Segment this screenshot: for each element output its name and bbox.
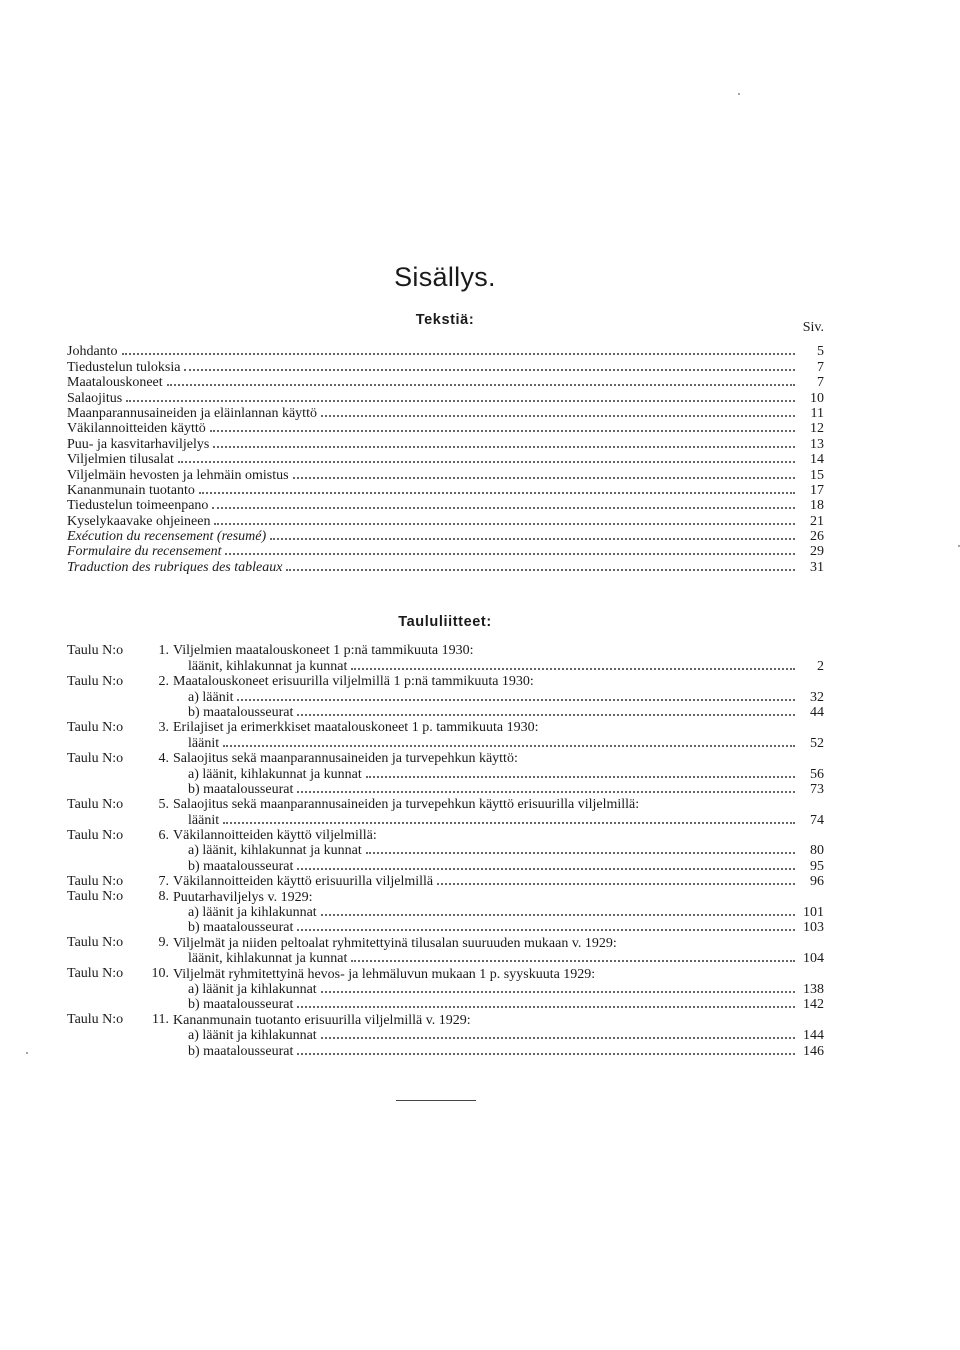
toc-entry-label: Kananmunain tuotanto — [67, 482, 195, 498]
table-subentry-page: 56 — [810, 766, 824, 782]
text-contents-list — [67, 344, 824, 575]
toc-entry — [67, 344, 824, 359]
table-subentry — [188, 782, 824, 797]
table-label — [67, 674, 169, 689]
table-subentry-label: b) maatalousseurat — [188, 704, 294, 720]
toc-entry — [67, 467, 824, 482]
table-subentry-label: b) maatalousseurat — [188, 781, 294, 797]
table-title: Viljelmien maatalouskoneet 1 p:nä tammikuuta 1930: — [173, 643, 474, 659]
table-subentry-page: 144 — [803, 1028, 824, 1044]
toc-entry-label: Maanparannusaineiden ja eläinlannan käyttö — [67, 405, 317, 421]
dot-leader — [286, 569, 795, 571]
table-subentry-page: 101 — [803, 905, 824, 921]
dot-leader — [321, 914, 795, 916]
table-subentry-label: läänit — [188, 735, 220, 751]
toc-entry — [67, 513, 824, 528]
table-title: Salaojitus sekä maanparannusaineiden ja turvepehkun käyttö erisuurilla viljelmillä: — [173, 797, 640, 813]
toc-entry-label: Formulaire du recensement — [67, 544, 222, 560]
table-entry — [67, 674, 824, 720]
table-number: 6. — [158, 827, 169, 843]
toc-entry-label: Traduction des rubriques des tableaux — [67, 559, 283, 575]
table-subentry-page: 73 — [810, 781, 824, 797]
table-subentry-page: 52 — [810, 735, 824, 751]
table-subentry — [188, 812, 824, 827]
table-subentry — [188, 982, 824, 997]
table-label-text: Taulu N:o — [67, 796, 124, 812]
toc-entry-page: 13 — [810, 436, 824, 452]
table-subentry — [188, 920, 824, 935]
table-heading-line — [173, 874, 824, 889]
dot-leader — [199, 492, 795, 494]
tables-contents-list — [67, 643, 824, 1059]
dot-leader — [321, 991, 795, 993]
toc-entry — [67, 483, 824, 498]
table-subentry-page: 142 — [803, 997, 824, 1013]
table-label-text: Taulu N:o — [67, 889, 124, 905]
toc-entry-page: 10 — [810, 390, 824, 406]
toc-entry — [67, 498, 824, 513]
table-subentry-label: läänit, kihlakunnat ja kunnat — [188, 658, 348, 674]
table-subentry-label: b) maatalousseurat — [188, 997, 294, 1013]
table-number: 8. — [158, 889, 169, 905]
table-subentry-label: b) maatalousseurat — [188, 1043, 294, 1059]
table-subentry-page: 74 — [810, 812, 824, 828]
toc-entry-label: Salaojitus — [67, 390, 123, 406]
table-number: 7. — [158, 873, 169, 889]
toc-entry-label: Maatalouskoneet — [67, 375, 163, 391]
dot-leader — [297, 791, 795, 793]
dot-leader — [223, 822, 795, 824]
table-label — [67, 751, 169, 766]
scan-speck — [26, 1052, 28, 1054]
table-subentry — [188, 997, 824, 1012]
table-entry — [67, 751, 824, 797]
dot-leader — [223, 745, 795, 747]
scan-speck — [738, 93, 740, 95]
table-number: 11. — [152, 1012, 169, 1028]
toc-entry-page: 7 — [817, 375, 824, 391]
dot-leader — [321, 415, 795, 417]
table-number: 5. — [158, 796, 169, 812]
dot-leader — [214, 523, 795, 525]
table-subentry-label: läänit, kihlakunnat ja kunnat — [188, 951, 348, 967]
table-number: 10. — [151, 966, 169, 982]
table-subentry-page: 138 — [803, 981, 824, 997]
toc-entry-page: 29 — [810, 544, 824, 560]
table-label — [67, 720, 169, 735]
table-label — [67, 643, 169, 658]
toc-entry-page: 11 — [810, 405, 824, 421]
dot-leader — [270, 538, 795, 540]
table-entry — [67, 828, 824, 874]
toc-entry — [67, 544, 824, 559]
table-heading-line — [173, 797, 824, 812]
table-label-text: Taulu N:o — [67, 719, 124, 735]
table-heading-line — [173, 751, 824, 766]
table-subentry — [188, 689, 824, 704]
table-entry — [67, 1012, 824, 1058]
table-subentry-page: 2 — [817, 658, 824, 674]
table-label-text: Taulu N:o — [67, 873, 124, 889]
table-heading-line — [173, 1012, 824, 1027]
table-number: 2. — [158, 673, 169, 689]
table-subentry-label: a) läänit ja kihlakunnat — [188, 905, 317, 921]
table-label-text: Taulu N:o — [67, 673, 124, 689]
table-number: 9. — [158, 935, 169, 951]
page-column-heading: Siv. — [802, 320, 824, 335]
dot-leader — [437, 883, 795, 885]
toc-entry — [67, 436, 824, 451]
table-heading-line — [173, 966, 824, 981]
dot-leader — [297, 1053, 795, 1055]
table-title: Kananmunain tuotanto erisuurilla viljelmillä v. 1929: — [173, 1012, 471, 1028]
table-entry — [67, 643, 824, 674]
table-title: Viljelmät ja niiden peltoalat ryhmitettyinä tilusalan suuruuden mukaan v. 1929: — [173, 935, 617, 951]
table-heading-line — [173, 643, 824, 658]
table-label-text: Taulu N:o — [67, 643, 124, 658]
table-subentry-label: a) läänit ja kihlakunnat — [188, 981, 317, 997]
table-number: 1. — [158, 643, 169, 658]
dot-leader — [178, 461, 795, 463]
toc-entry-page: 15 — [810, 467, 824, 483]
dot-leader — [126, 400, 795, 402]
table-subentry-label: a) läänit, kihlakunnat ja kunnat — [188, 843, 362, 859]
table-subentry-page: 95 — [810, 858, 824, 874]
dot-leader — [366, 852, 795, 854]
dot-leader — [297, 929, 795, 931]
table-entry — [67, 935, 824, 966]
table-label — [67, 874, 169, 889]
table-title: Salaojitus sekä maanparannusaineiden ja turvepehkun käyttö: — [173, 751, 518, 767]
toc-entry-page: 17 — [810, 482, 824, 498]
dot-leader — [321, 1037, 795, 1039]
table-subentry — [188, 905, 824, 920]
toc-entry-label: Johdanto — [67, 344, 118, 360]
table-label-text: Taulu N:o — [67, 966, 124, 982]
table-subentry-page: 80 — [810, 843, 824, 859]
toc-entry-label: Väkilannoitteiden käyttö — [67, 421, 206, 437]
dot-leader — [212, 507, 795, 509]
table-subentry-label: a) läänit ja kihlakunnat — [188, 1028, 317, 1044]
table-subentry — [188, 858, 824, 873]
toc-entry — [67, 406, 824, 421]
table-entry — [67, 966, 824, 1012]
dot-leader — [297, 868, 795, 870]
table-label-text: Taulu N:o — [67, 750, 124, 766]
toc-entry-label: Kyselykaavake ohjeineen — [67, 513, 211, 529]
table-heading-line — [173, 720, 824, 735]
toc-entry — [67, 375, 824, 390]
table-entry — [67, 874, 824, 889]
dot-leader — [293, 477, 795, 479]
table-title: Puutarhaviljelys v. 1929: — [173, 889, 313, 905]
table-subentry — [188, 658, 824, 673]
table-label-text: Taulu N:o — [67, 827, 124, 843]
toc-entry-label: Puu- ja kasvitarhaviljelys — [67, 436, 210, 452]
table-title: Erilajiset ja erimerkkiset maatalouskoneet 1 p. tammikuuta 1930: — [173, 720, 539, 736]
toc-entry — [67, 390, 824, 405]
table-subentry-page: 103 — [803, 920, 824, 936]
table-entry — [67, 797, 824, 828]
table-subentry-label: b) maatalousseurat — [188, 920, 294, 936]
toc-entry — [67, 359, 824, 374]
toc-entry-label: Viljelmäin hevosten ja lehmäin omistus — [67, 467, 289, 483]
page-title: Sisällys. — [394, 262, 496, 292]
dot-leader — [225, 553, 795, 555]
dot-leader — [297, 1006, 795, 1008]
table-label — [67, 966, 169, 981]
toc-entry — [67, 452, 824, 467]
table-label-text: Taulu N:o — [67, 1012, 124, 1028]
table-entry — [67, 889, 824, 935]
closing-rule — [396, 1100, 476, 1101]
table-subentry-label: a) läänit, kihlakunnat ja kunnat — [188, 766, 362, 782]
toc-entry-label: Tiedustelun tuloksia — [67, 359, 181, 375]
table-number: 3. — [158, 719, 169, 735]
table-subentry-label: b) maatalousseurat — [188, 858, 294, 874]
table-heading-line — [173, 828, 824, 843]
dot-leader — [297, 714, 795, 716]
toc-entry-page: 5 — [817, 344, 824, 360]
toc-entry-label: Viljelmien tilusalat — [67, 452, 174, 468]
dot-leader — [366, 776, 795, 778]
toc-entry-label: Tiedustelun toimeenpano — [67, 498, 209, 514]
table-title: Viljelmät ryhmitettyinä hevos- ja lehmäluvun mukaan 1 p. syyskuuta 1929: — [173, 966, 596, 982]
tables-section-heading: Taululiitteet: — [398, 614, 492, 630]
table-entry — [67, 720, 824, 751]
toc-entry — [67, 529, 824, 544]
table-heading-line — [173, 674, 824, 689]
dot-leader — [213, 446, 795, 448]
table-subentry-page: 104 — [803, 951, 824, 967]
text-section-heading: Tekstiä: — [415, 312, 475, 328]
table-label — [67, 935, 169, 950]
table-subentry-page: 44 — [810, 704, 824, 720]
dot-leader — [184, 369, 795, 371]
table-subentry — [188, 705, 824, 720]
dot-leader — [351, 668, 795, 670]
table-title: Väkilannoitteiden käyttö erisuurilla viljelmillä — [173, 874, 434, 890]
dot-leader — [210, 430, 795, 432]
table-heading-line — [173, 889, 824, 904]
toc-entry-page: 31 — [810, 559, 824, 575]
table-title: Väkilannoitteiden käyttö viljelmillä: — [173, 828, 377, 844]
table-subentry — [188, 951, 824, 966]
toc-entry-label: Exécution du recensement (resumé) — [67, 529, 267, 545]
table-heading-line — [173, 935, 824, 950]
table-subentry — [188, 766, 824, 781]
table-subentry-label: läänit — [188, 812, 220, 828]
table-label — [67, 1012, 169, 1027]
table-page: 96 — [810, 874, 824, 890]
table-subentry-page: 32 — [810, 689, 824, 705]
dot-leader — [237, 699, 795, 701]
table-subentry — [188, 843, 824, 858]
toc-entry — [67, 559, 824, 574]
table-subentry-page: 146 — [803, 1043, 824, 1059]
toc-entry — [67, 421, 824, 436]
dot-leader — [122, 353, 795, 355]
table-subentry — [188, 1043, 824, 1058]
table-number: 4. — [158, 750, 169, 766]
toc-entry-page: 12 — [810, 421, 824, 437]
toc-entry-page: 18 — [810, 498, 824, 514]
table-subentry-label: a) läänit — [188, 689, 234, 705]
table-subentry — [188, 1028, 824, 1043]
toc-entry-page: 7 — [817, 359, 824, 375]
table-title: Maatalouskoneet erisuurilla viljelmillä 1 p:nä tammikuuta 1930: — [173, 674, 534, 690]
dot-leader — [167, 384, 795, 386]
table-subentry — [188, 735, 824, 750]
toc-entry-page: 21 — [810, 513, 824, 529]
table-label-text: Taulu N:o — [67, 935, 124, 951]
table-label — [67, 797, 169, 812]
table-label — [67, 828, 169, 843]
toc-entry-page: 14 — [810, 452, 824, 468]
dot-leader — [351, 960, 795, 962]
toc-entry-page: 26 — [810, 529, 824, 545]
table-label — [67, 889, 169, 904]
